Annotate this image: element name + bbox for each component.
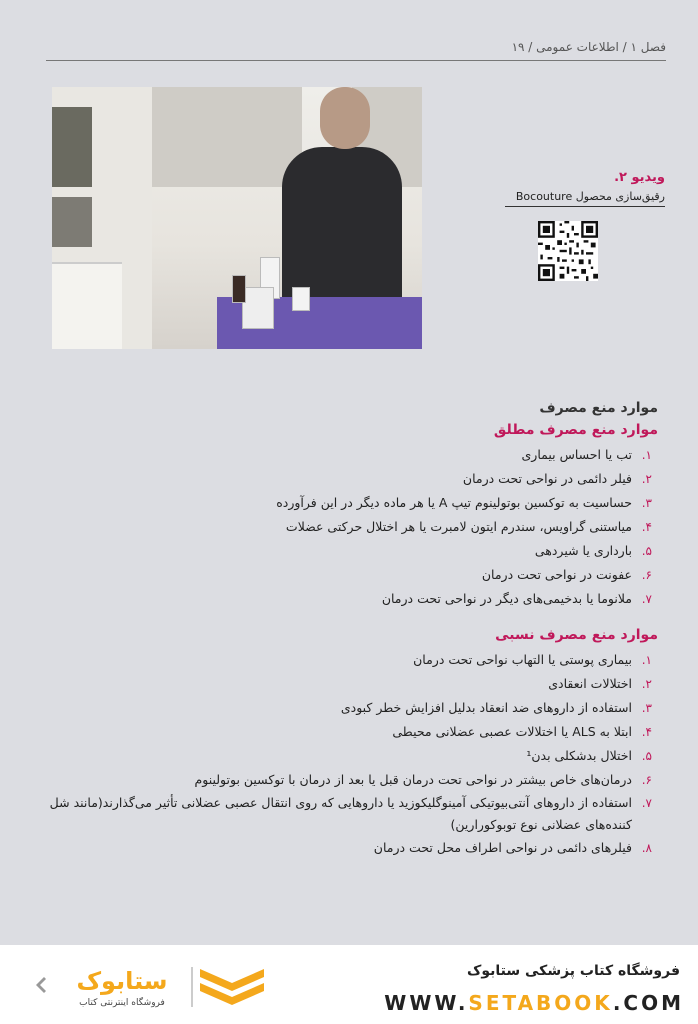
list-item: ۴. ابتلا به ALS یا اختلالات عصبی عضلانی محیطی (392, 724, 652, 739)
running-title: فصل ۱ / اطلاعات عمومی / ۱۹ (511, 40, 666, 54)
svg-text:فروشگاه اینترنتی کتاب: فروشگاه اینترنتی کتاب (79, 998, 165, 1008)
relative-list (38, 648, 658, 860)
list-item: ۱. تب یا احساس بیماری (521, 447, 652, 462)
list-item: ۲. فیلر دائمی در نواحی تحت درمان (462, 471, 652, 486)
video-subtitle: رقیق‌سازی محصول Bocouture (505, 190, 665, 207)
list-item: ۶. عفونت در نواحی تحت درمان (481, 567, 652, 582)
video-caption (505, 170, 665, 207)
video-title: ویدیو ۲. (614, 170, 665, 185)
qr-code-icon[interactable] (538, 221, 598, 281)
svg-text:ستابوک: ستابوک (76, 967, 168, 995)
relative-heading: موارد منع مصرف نسبی (495, 627, 658, 643)
setabook-logo-icon (32, 963, 272, 1011)
list-item: ۷. استفاده از داروهای آنتی‌بیوتیکی آمینوگلیکوزید یا داروهایی که روی انتقال عصبی عضلانی تأثیر می‌گذارند(مانند شل کننده‌های عضلانی نوع توبوکورارین) (49, 795, 652, 832)
running-header (46, 38, 666, 61)
section-heading: موارد منع مصرف (539, 400, 658, 416)
list-item: ۵. اختلال بدشکلی بدن¹ (526, 748, 652, 763)
store-url[interactable]: WWW.SETABOOK.COM (384, 991, 684, 1015)
list-item: ۳. استفاده از داروهای ضد انعقاد بدلیل افزایش خطر کبودی (340, 700, 652, 715)
list-item: ۳. حساسیت به توکسین بوتولینوم تیپ A یا هر ماده دیگر در این فرآورده (276, 495, 652, 510)
list-item: ۵. بارداری یا شیردهی (534, 543, 652, 558)
store-footer (0, 945, 698, 1024)
contraindications-section (38, 400, 658, 860)
store-name: فروشگاه کتاب پزشکی ستابوک (467, 963, 680, 979)
list-item: ۲. اختلالات انعقادی (548, 676, 652, 691)
absolute-heading: موارد منع مصرف مطلق (493, 422, 658, 438)
list-item: ۱. بیماری پوستی یا التهاب نواحی تحت درمان (413, 652, 652, 667)
list-item: ۸. فیلرهای دائمی در نواحی اطراف محل تحت درمان (373, 840, 652, 855)
list-item: ۷. ملانوما یا بدخیمی‌های دیگر در نواحی تحت درمان (381, 591, 652, 606)
video-still-image (52, 87, 422, 349)
list-item: ۶. درمان‌های خاص بیشتر در نواحی تحت درمان قبل یا بعد از درمان با توکسین بوتولینوم (194, 772, 652, 787)
list-item: ۴. میاستنی گراویس، سندرم ایتون لامبرت یا هر اختلال حرکتی عضلات (285, 519, 652, 534)
absolute-list (38, 443, 658, 611)
